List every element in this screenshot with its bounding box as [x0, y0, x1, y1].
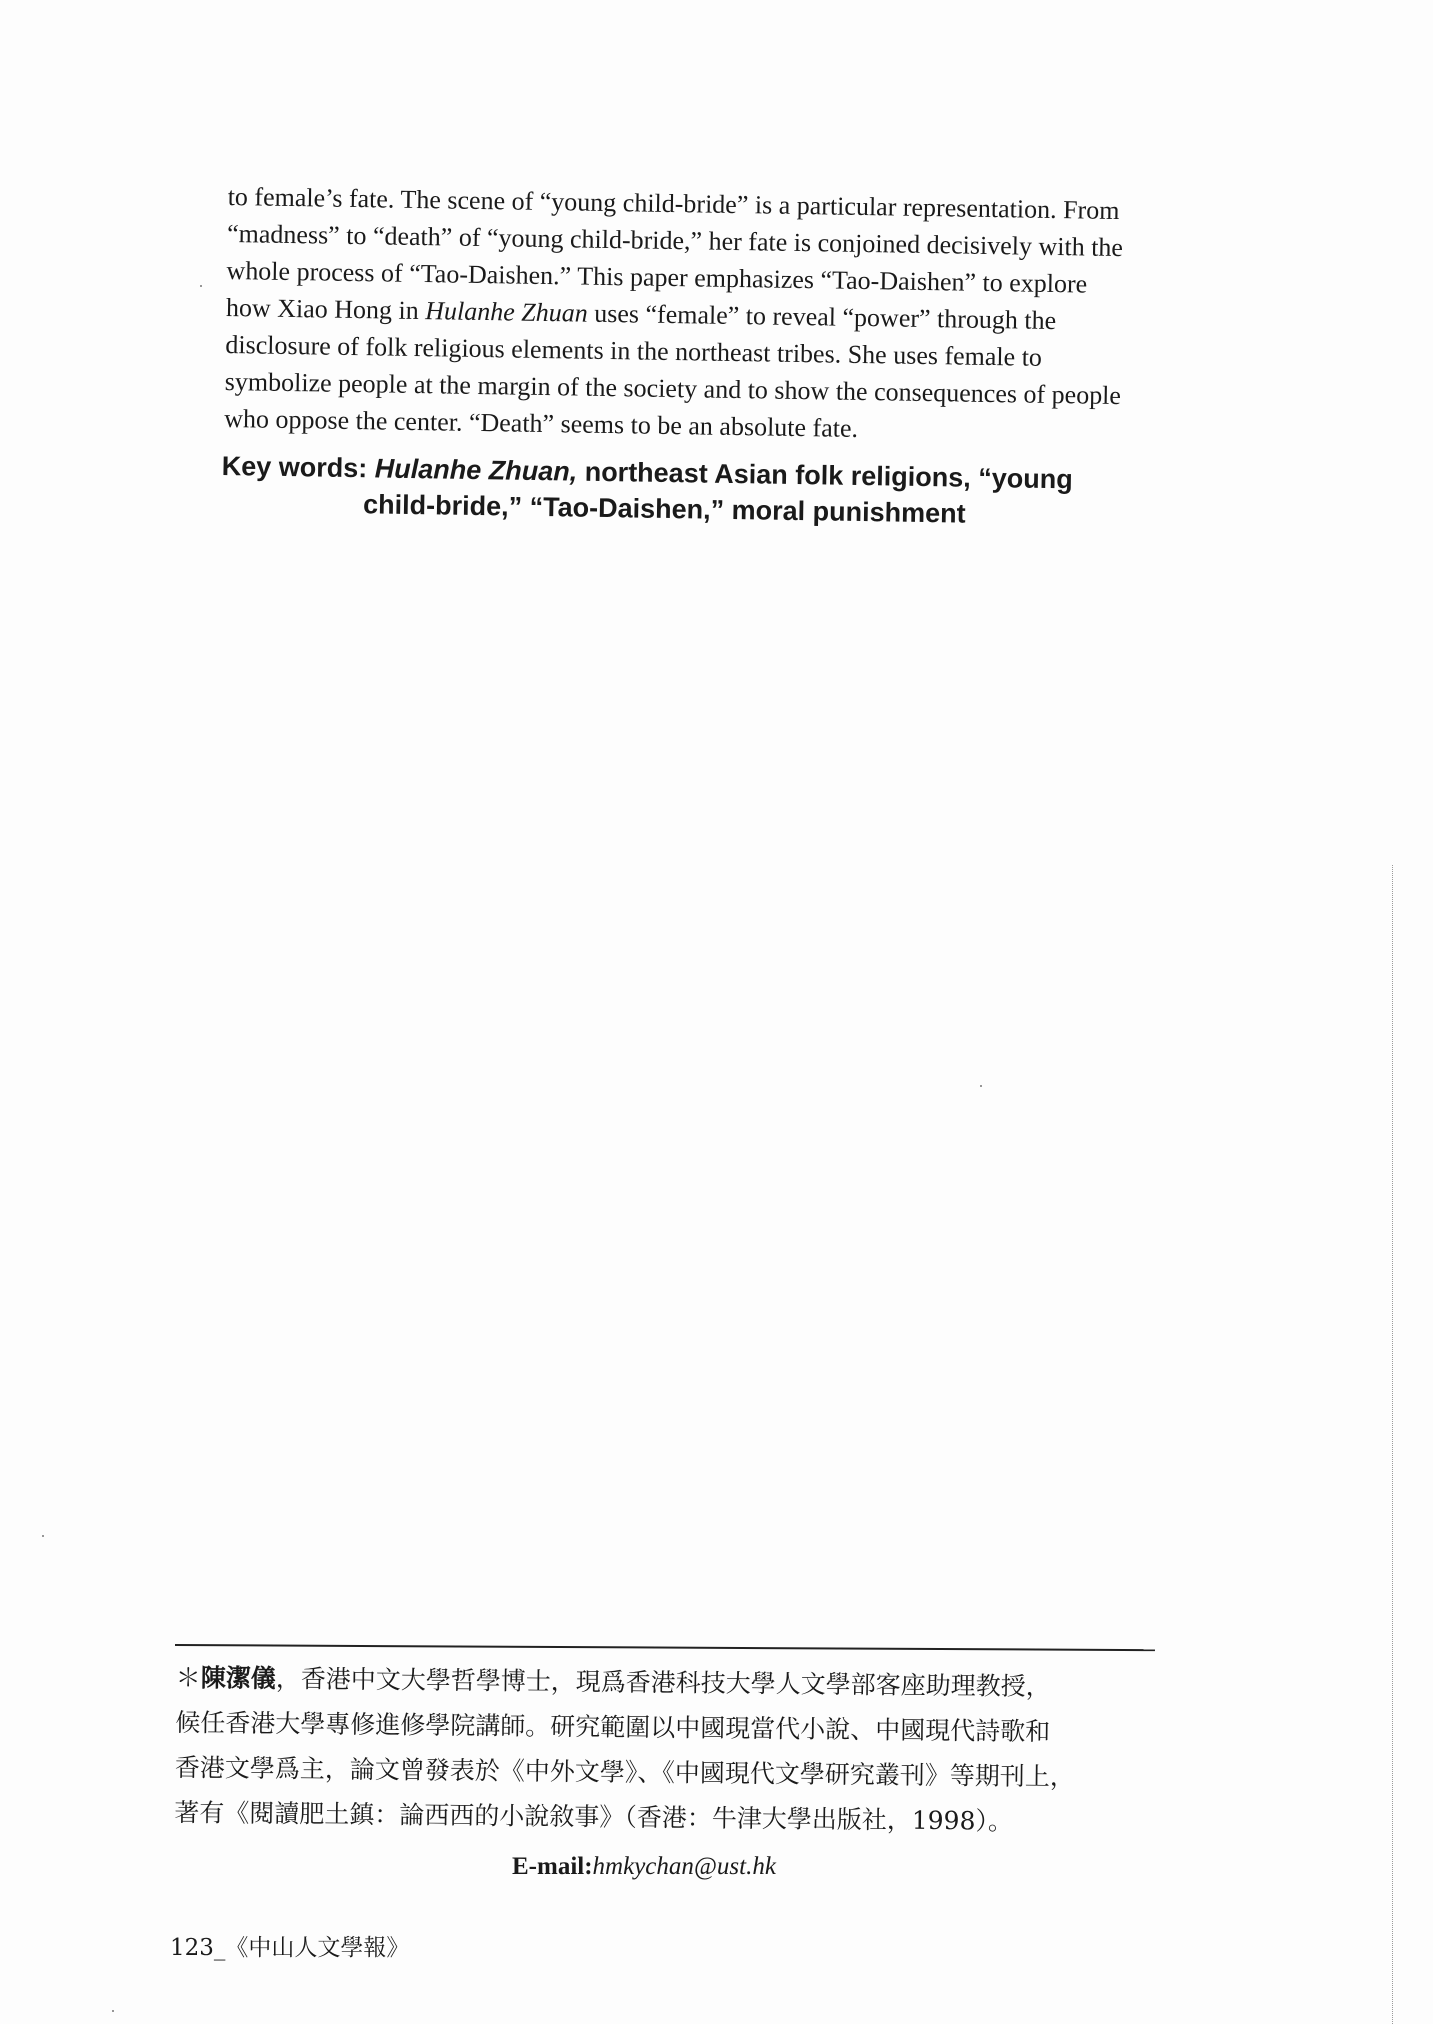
footnote-marker: ＊ [175, 1662, 201, 1693]
scan-speck [42, 1535, 44, 1537]
keywords-label: Key words: [221, 450, 375, 484]
author-email [512, 1853, 776, 1881]
keywords-title: Hulanhe Zhuan, [374, 453, 578, 487]
scan-speck [980, 1085, 982, 1087]
abstract-paragraph [224, 178, 1208, 452]
footnote-line: 候任香港大學專修進修學院講師。研究範圍以中國現當代小說、中國現代詩歌和 [175, 1707, 1051, 1747]
abstract-text: how Xiao Hong in [225, 292, 426, 326]
page-footer: 123_《中山人文學報》 [170, 1935, 410, 1961]
abstract-text: uses “female” to reveal “power” through the [587, 298, 1057, 336]
footnote-line: 香港文學爲主，論文曾發表於《中外文學》、《中國現代文學研究叢刊》等期刊上， [174, 1752, 1075, 1792]
scan-edge-line [1392, 865, 1393, 2024]
abstract-line: whole process of “Tao-Daishen.” This paper emphasizes “Tao-Daishen” to explore [226, 255, 1088, 299]
keywords [221, 448, 1222, 536]
keywords-text: northeast Asian folk religions, “young [576, 456, 1073, 495]
abstract-line: symbolize people at the margin of the society and to show the consequences of people [224, 366, 1122, 411]
abstract-line: “madness” to “death” of “young child-bride,” her fate is conjoined decisively with the [226, 218, 1124, 263]
abstract-line: who oppose the center. “Death” seems to be an absolute fate. [223, 403, 859, 443]
footnote-line: 著有《閱讀肥土鎮：論西西的小說敘事》（香港：牛津大學出版社，1998）。 [174, 1797, 1014, 1836]
work-title: Hulanhe Zhuan [425, 296, 588, 328]
author-name: 陳潔儀 [200, 1663, 276, 1694]
keywords-text-line2: child-bride,” “Tao-Daishen,” moral punishment [362, 489, 966, 529]
abstract-line: disclosure of folk religious elements in the northeast tribes. She uses female to [225, 329, 1043, 372]
scan-speck [112, 2010, 114, 2012]
email-address: hmkychan@ust.hk [592, 1853, 776, 1880]
footnote-text: ，香港中文大學哲學博士，現爲香港科技大學人文學部客座助理教授， [275, 1664, 1051, 1702]
footnote-divider [175, 1644, 1155, 1651]
author-footnote [174, 1655, 1156, 1845]
email-label: E-mail: [512, 1853, 593, 1880]
abstract-line: to female’s fate. The scene of “young child-bride” is a particular representation. From [227, 181, 1120, 226]
scan-speck [200, 285, 202, 287]
